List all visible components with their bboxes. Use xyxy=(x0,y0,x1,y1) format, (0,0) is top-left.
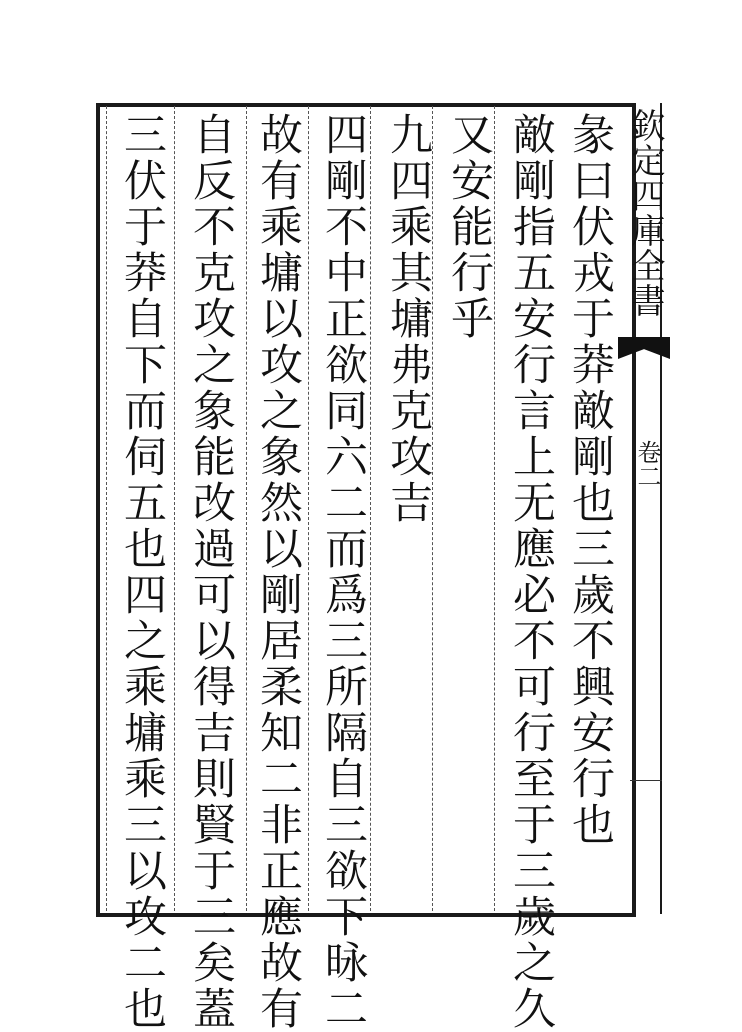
text-column-5: 四剛不中正欲同六二而爲三所隔自三欲下昹二 xyxy=(318,112,368,1032)
column-divider xyxy=(494,106,495,911)
volume-label: 卷二 xyxy=(633,440,661,488)
column-divider xyxy=(246,106,247,911)
margin-rule xyxy=(630,780,662,781)
text-column-8: 三伏于莽自下而伺五也四之乘墉乘三以攻二也 xyxy=(117,112,167,1032)
text-column-4: 九四乘其墉弗克攻吉 xyxy=(383,112,433,526)
text-column-6: 故有乘墉以攻之象然以剛居柔知二非正應故有 xyxy=(253,112,303,1032)
column-divider xyxy=(370,106,371,911)
text-column-2: 敵剛指五安行言上无應必不可行至于三歲之久 xyxy=(506,112,556,1032)
text-column-7: 自反不克攻之象能改過可以得吉則賢于三矣蓋 xyxy=(186,112,236,1032)
column-divider xyxy=(308,106,309,911)
text-column-1: 彖曰伏戎于莽敵剛也三歲不興安行也 xyxy=(565,112,615,848)
text-column-3: 又安能行乎 xyxy=(444,112,494,342)
column-divider xyxy=(174,106,175,911)
column-divider xyxy=(106,106,107,911)
book-title: 欽定四庫全書 xyxy=(625,108,665,318)
